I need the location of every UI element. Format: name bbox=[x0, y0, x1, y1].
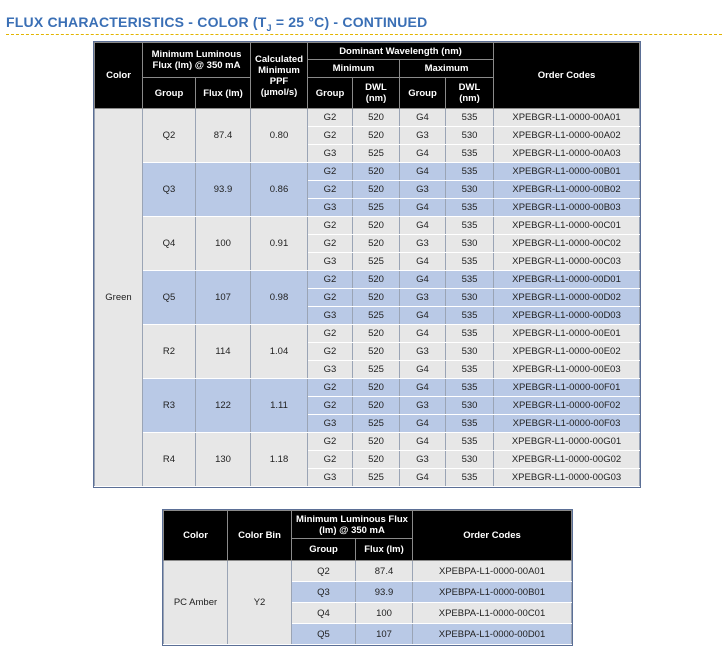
min-dwl-cell: 520 bbox=[353, 271, 400, 289]
max-dwl-cell: 535 bbox=[446, 307, 494, 325]
min-group-cell: G2 bbox=[308, 217, 353, 235]
header-order-codes: Order Codes bbox=[494, 43, 640, 109]
max-dwl-cell: 530 bbox=[446, 289, 494, 307]
header-min-dwl: DWL (nm) bbox=[353, 78, 400, 109]
max-group-cell: G3 bbox=[400, 397, 446, 415]
flux-value-cell: 100 bbox=[356, 603, 413, 624]
max-group-cell: G3 bbox=[400, 127, 446, 145]
order-code-cell: XPEBGR-L1-0000-00F03 bbox=[494, 415, 640, 433]
order-code-cell: XPEBGR-L1-0000-00C01 bbox=[494, 217, 640, 235]
min-group-cell: G2 bbox=[308, 451, 353, 469]
order-code-cell: XPEBPA-L1-0000-00D01 bbox=[413, 624, 572, 645]
max-dwl-cell: 530 bbox=[446, 343, 494, 361]
flux-group-cell: Q4 bbox=[292, 603, 356, 624]
header-color: Color bbox=[164, 511, 228, 561]
order-code-cell: XPEBGR-L1-0000-00D03 bbox=[494, 307, 640, 325]
min-group-cell: G2 bbox=[308, 163, 353, 181]
min-dwl-cell: 520 bbox=[353, 127, 400, 145]
flux-group-cell: Q3 bbox=[143, 163, 196, 217]
table-row bbox=[95, 163, 640, 181]
order-code-cell: XPEBGR-L1-0000-00A01 bbox=[494, 109, 640, 127]
max-dwl-cell: 535 bbox=[446, 433, 494, 451]
table-row bbox=[95, 379, 640, 397]
table-row bbox=[95, 271, 640, 289]
min-dwl-cell: 525 bbox=[353, 199, 400, 217]
table-row bbox=[95, 217, 640, 235]
max-dwl-cell: 535 bbox=[446, 145, 494, 163]
min-group-cell: G2 bbox=[308, 433, 353, 451]
flux-value-cell: 122 bbox=[196, 379, 251, 433]
flux-group-cell: Q5 bbox=[143, 271, 196, 325]
order-code-cell: XPEBGR-L1-0000-00E02 bbox=[494, 343, 640, 361]
min-dwl-cell: 525 bbox=[353, 145, 400, 163]
header-group: Group bbox=[143, 78, 196, 109]
order-code-cell: XPEBGR-L1-0000-00E03 bbox=[494, 361, 640, 379]
table-row bbox=[95, 433, 640, 451]
min-dwl-cell: 520 bbox=[353, 325, 400, 343]
green-flux-table-body bbox=[95, 109, 640, 487]
max-group-cell: G4 bbox=[400, 109, 446, 127]
max-group-cell: G3 bbox=[400, 451, 446, 469]
max-dwl-cell: 530 bbox=[446, 127, 494, 145]
flux-value-cell: 114 bbox=[196, 325, 251, 379]
order-code-cell: XPEBGR-L1-0000-00B03 bbox=[494, 199, 640, 217]
max-group-cell: G4 bbox=[400, 163, 446, 181]
max-dwl-cell: 535 bbox=[446, 469, 494, 487]
header-dominant-wavelength: Dominant Wavelength (nm) bbox=[308, 43, 494, 60]
flux-value-cell: 130 bbox=[196, 433, 251, 487]
max-group-cell: G4 bbox=[400, 469, 446, 487]
min-dwl-cell: 525 bbox=[353, 253, 400, 271]
max-dwl-cell: 535 bbox=[446, 271, 494, 289]
order-code-cell: XPEBPA-L1-0000-00A01 bbox=[413, 561, 572, 582]
color-bin-cell: Y2 bbox=[228, 561, 292, 645]
order-code-cell: XPEBGR-L1-0000-00E01 bbox=[494, 325, 640, 343]
order-code-cell: XPEBGR-L1-0000-00C03 bbox=[494, 253, 640, 271]
max-dwl-cell: 535 bbox=[446, 361, 494, 379]
header-flux: Flux (lm) bbox=[196, 78, 251, 109]
amber-flux-table-body bbox=[164, 561, 572, 645]
min-dwl-cell: 520 bbox=[353, 181, 400, 199]
min-group-cell: G2 bbox=[308, 181, 353, 199]
max-group-cell: G3 bbox=[400, 181, 446, 199]
min-dwl-cell: 525 bbox=[353, 361, 400, 379]
flux-value-cell: 93.9 bbox=[356, 582, 413, 603]
flux-value-cell: 107 bbox=[356, 624, 413, 645]
min-dwl-cell: 520 bbox=[353, 289, 400, 307]
order-code-cell: XPEBGR-L1-0000-00A02 bbox=[494, 127, 640, 145]
max-group-cell: G3 bbox=[400, 289, 446, 307]
min-group-cell: G3 bbox=[308, 199, 353, 217]
ppf-value-cell: 0.86 bbox=[251, 163, 308, 217]
flux-group-cell: R2 bbox=[143, 325, 196, 379]
min-group-cell: G3 bbox=[308, 253, 353, 271]
max-group-cell: G4 bbox=[400, 379, 446, 397]
table-row bbox=[164, 561, 572, 582]
header-color-bin: Color Bin bbox=[228, 511, 292, 561]
ppf-value-cell: 0.98 bbox=[251, 271, 308, 325]
order-code-cell: XPEBGR-L1-0000-00G01 bbox=[494, 433, 640, 451]
ppf-value-cell: 0.80 bbox=[251, 109, 308, 163]
min-group-cell: G2 bbox=[308, 109, 353, 127]
flux-value-cell: 100 bbox=[196, 217, 251, 271]
min-group-cell: G2 bbox=[308, 397, 353, 415]
min-group-cell: G2 bbox=[308, 325, 353, 343]
page-title: FLUX CHARACTERISTICS - COLOR ($T_J = 25$ °C) - CONTINUED bbox=[6, 14, 428, 33]
max-group-cell: G4 bbox=[400, 271, 446, 289]
order-code-cell: XPEBGR-L1-0000-00D02 bbox=[494, 289, 640, 307]
table-row bbox=[95, 109, 640, 127]
min-group-cell: G2 bbox=[308, 379, 353, 397]
title-divider bbox=[6, 34, 722, 35]
max-group-cell: G4 bbox=[400, 307, 446, 325]
header-flux: Flux (lm) bbox=[356, 539, 413, 561]
flux-group-cell: Q5 bbox=[292, 624, 356, 645]
max-dwl-cell: 535 bbox=[446, 217, 494, 235]
flux-group-cell: Q2 bbox=[292, 561, 356, 582]
order-code-cell: XPEBGR-L1-0000-00G03 bbox=[494, 469, 640, 487]
min-dwl-cell: 520 bbox=[353, 379, 400, 397]
flux-value-cell: 107 bbox=[196, 271, 251, 325]
max-group-cell: G4 bbox=[400, 415, 446, 433]
green-flux-table bbox=[94, 42, 640, 487]
amber-flux-table bbox=[163, 510, 572, 645]
min-group-cell: G3 bbox=[308, 469, 353, 487]
max-dwl-cell: 530 bbox=[446, 181, 494, 199]
color-cell: PC Amber bbox=[164, 561, 228, 645]
header-color: Color bbox=[95, 43, 143, 109]
flux-value-cell: 87.4 bbox=[196, 109, 251, 163]
min-group-cell: G2 bbox=[308, 289, 353, 307]
min-dwl-cell: 520 bbox=[353, 217, 400, 235]
header-minimum: Minimum bbox=[308, 60, 400, 78]
min-dwl-cell: 520 bbox=[353, 397, 400, 415]
max-group-cell: G4 bbox=[400, 253, 446, 271]
max-dwl-cell: 530 bbox=[446, 397, 494, 415]
ppf-value-cell: 1.11 bbox=[251, 379, 308, 433]
header-group: Group bbox=[292, 539, 356, 561]
max-dwl-cell: 535 bbox=[446, 199, 494, 217]
max-group-cell: G4 bbox=[400, 199, 446, 217]
header-min-flux: Minimum Luminous Flux (lm) @ 350 mA bbox=[143, 43, 251, 78]
min-group-cell: G2 bbox=[308, 127, 353, 145]
max-dwl-cell: 535 bbox=[446, 109, 494, 127]
flux-group-cell: Q2 bbox=[143, 109, 196, 163]
max-group-cell: G4 bbox=[400, 433, 446, 451]
min-group-cell: G3 bbox=[308, 145, 353, 163]
header-max-group: Group bbox=[400, 78, 446, 109]
table-row bbox=[95, 325, 640, 343]
max-group-cell: G4 bbox=[400, 145, 446, 163]
min-group-cell: G3 bbox=[308, 307, 353, 325]
header-min-group: Group bbox=[308, 78, 353, 109]
order-code-cell: XPEBPA-L1-0000-00C01 bbox=[413, 603, 572, 624]
header-calc-ppf: Calculated Minimum PPF (µmol/s) bbox=[251, 43, 308, 109]
min-dwl-cell: 520 bbox=[353, 163, 400, 181]
flux-group-cell: R3 bbox=[143, 379, 196, 433]
min-group-cell: G2 bbox=[308, 343, 353, 361]
min-dwl-cell: 520 bbox=[353, 451, 400, 469]
max-dwl-cell: 530 bbox=[446, 235, 494, 253]
order-code-cell: XPEBGR-L1-0000-00G02 bbox=[494, 451, 640, 469]
max-group-cell: G3 bbox=[400, 343, 446, 361]
min-dwl-cell: 520 bbox=[353, 235, 400, 253]
header-min-flux: Minimum Luminous Flux (lm) @ 350 mA bbox=[292, 511, 413, 539]
min-dwl-cell: 525 bbox=[353, 415, 400, 433]
min-dwl-cell: 520 bbox=[353, 109, 400, 127]
max-group-cell: G4 bbox=[400, 217, 446, 235]
min-group-cell: G2 bbox=[308, 271, 353, 289]
max-group-cell: G3 bbox=[400, 235, 446, 253]
color-cell: Green bbox=[95, 109, 143, 487]
flux-group-cell: R4 bbox=[143, 433, 196, 487]
ppf-value-cell: 1.04 bbox=[251, 325, 308, 379]
max-dwl-cell: 535 bbox=[446, 415, 494, 433]
flux-value-cell: 93.9 bbox=[196, 163, 251, 217]
ppf-value-cell: 1.18 bbox=[251, 433, 308, 487]
max-group-cell: G4 bbox=[400, 361, 446, 379]
max-dwl-cell: 535 bbox=[446, 379, 494, 397]
flux-value-cell: 87.4 bbox=[356, 561, 413, 582]
header-maximum: Maximum bbox=[400, 60, 494, 78]
ppf-value-cell: 0.91 bbox=[251, 217, 308, 271]
min-dwl-cell: 520 bbox=[353, 343, 400, 361]
flux-group-cell: Q3 bbox=[292, 582, 356, 603]
min-dwl-cell: 520 bbox=[353, 433, 400, 451]
max-dwl-cell: 535 bbox=[446, 325, 494, 343]
order-code-cell: XPEBGR-L1-0000-00F02 bbox=[494, 397, 640, 415]
max-dwl-cell: 535 bbox=[446, 163, 494, 181]
flux-group-cell: Q4 bbox=[143, 217, 196, 271]
min-group-cell: G3 bbox=[308, 361, 353, 379]
min-dwl-cell: 525 bbox=[353, 469, 400, 487]
order-code-cell: XPEBGR-L1-0000-00C02 bbox=[494, 235, 640, 253]
max-dwl-cell: 535 bbox=[446, 253, 494, 271]
min-group-cell: G2 bbox=[308, 235, 353, 253]
max-group-cell: G4 bbox=[400, 325, 446, 343]
title-subscript: J bbox=[266, 22, 272, 33]
order-code-cell: XPEBGR-L1-0000-00A03 bbox=[494, 145, 640, 163]
header-order-codes: Order Codes bbox=[413, 511, 572, 561]
order-code-cell: XPEBGR-L1-0000-00B02 bbox=[494, 181, 640, 199]
max-dwl-cell: 530 bbox=[446, 451, 494, 469]
order-code-cell: XPEBGR-L1-0000-00D01 bbox=[494, 271, 640, 289]
min-group-cell: G3 bbox=[308, 415, 353, 433]
min-dwl-cell: 525 bbox=[353, 307, 400, 325]
order-code-cell: XPEBGR-L1-0000-00F01 bbox=[494, 379, 640, 397]
header-max-dwl: DWL (nm) bbox=[446, 78, 494, 109]
order-code-cell: XPEBGR-L1-0000-00B01 bbox=[494, 163, 640, 181]
order-code-cell: XPEBPA-L1-0000-00B01 bbox=[413, 582, 572, 603]
